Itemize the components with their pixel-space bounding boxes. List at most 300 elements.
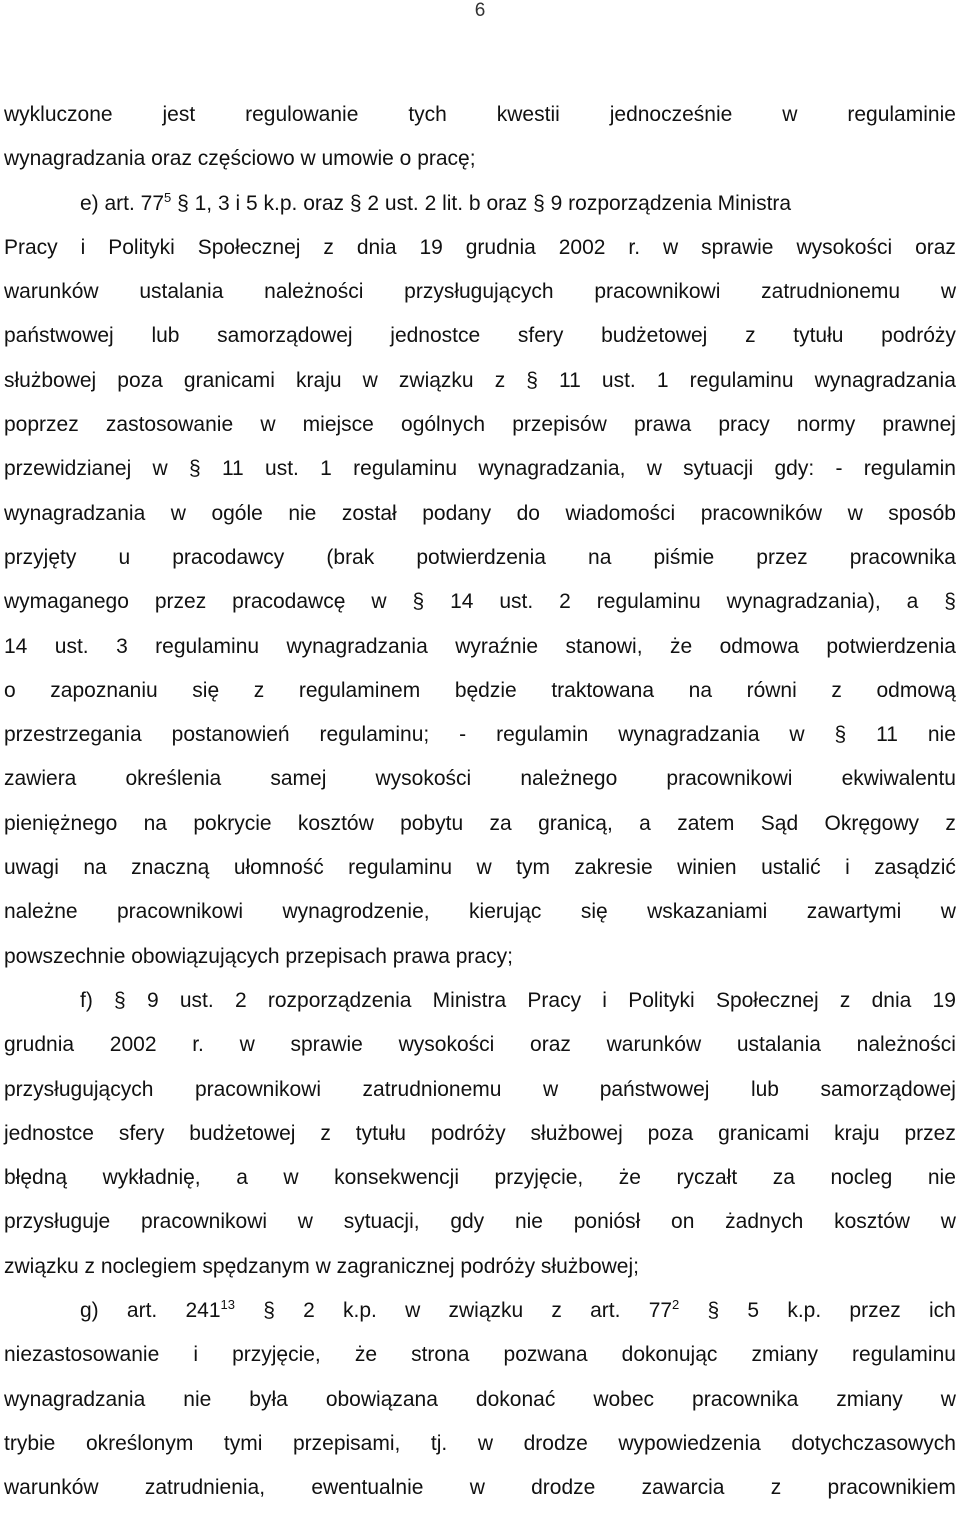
text-word: wynagradzania [4, 1387, 146, 1411]
text-word: w [239, 1033, 255, 1057]
text-word: błędną [4, 1166, 68, 1190]
text-word: jest [162, 103, 196, 126]
text-word [303, 1292, 315, 1336]
text-word: w [789, 723, 805, 747]
text-word: u [118, 545, 131, 569]
word-text: § [707, 1299, 720, 1323]
text-word: w [469, 1476, 485, 1500]
text-word: regulaminu [852, 1343, 956, 1367]
text-line [4, 805, 956, 849]
text-word: Społecznej [197, 235, 301, 259]
text-word: regulaminie [847, 103, 956, 126]
text-word: przestrzegania [4, 723, 142, 747]
text-word: wysokości [375, 767, 472, 791]
text-word [448, 1292, 523, 1336]
text-word: niezastosowanie [4, 1343, 160, 1367]
text-word: przyjęcie, [494, 1166, 584, 1190]
text-word: drodze [531, 1476, 596, 1500]
text-word [551, 1292, 562, 1336]
text-word: 14 [4, 634, 28, 658]
text-line [4, 583, 956, 627]
text-word: zawiera [4, 767, 77, 791]
word-text: z [551, 1299, 562, 1323]
text-word: ustalania [736, 1033, 821, 1057]
text-word: kwestii [496, 103, 560, 126]
superscript: 2 [672, 1297, 680, 1313]
text-word: wypowiedzenia [618, 1431, 761, 1455]
text-line [4, 628, 956, 672]
text-word: wynagrodzenie, [282, 900, 430, 924]
text-word: z [494, 368, 506, 392]
text-word: wysokości [398, 1033, 495, 1057]
text-word: lub [750, 1077, 779, 1101]
text-line [4, 1248, 956, 1292]
text-word: znaczną [131, 856, 210, 880]
text-word: 2002 [109, 1033, 157, 1057]
text-word: sfery [517, 324, 564, 348]
text-word: § [188, 457, 201, 481]
text-word: potwierdzenia [416, 545, 546, 569]
text-word: Społecznej [715, 988, 819, 1012]
text-word: wysokości [796, 235, 893, 259]
text-line [4, 1115, 956, 1159]
text-word: że [618, 1166, 641, 1190]
text-word: wykładnię, [102, 1166, 201, 1190]
text-word: należności [264, 280, 364, 304]
text-word: obowiązana [325, 1387, 438, 1411]
text-word: wynagradzania), [726, 590, 881, 614]
page-number: 6 [474, 0, 486, 21]
text-word: regulowanie [245, 103, 359, 126]
text-word: pracodawcy [172, 545, 285, 569]
text-line [4, 539, 956, 583]
text-word: kraju [296, 368, 342, 392]
text-word: wynagradzania [618, 723, 760, 747]
text-word [343, 1292, 377, 1336]
text-word: ekwiwalentu [841, 767, 956, 791]
text-word: w [542, 1077, 559, 1101]
text-word: wynagradzania [4, 501, 146, 525]
text-word: przepisów [512, 413, 607, 437]
text-word: na [143, 811, 167, 835]
text-word: ust. [54, 634, 89, 658]
text-word: w [847, 501, 863, 525]
text-word: rozporządzenia [267, 988, 412, 1012]
text-word: że [354, 1343, 378, 1367]
text-word: sprawie [701, 235, 774, 259]
text-word: lub [151, 324, 180, 348]
text-word: tymi [223, 1431, 263, 1455]
text-word [849, 1292, 900, 1336]
text-line [4, 716, 956, 760]
text-line [4, 1026, 956, 1070]
text-word: podróży [881, 324, 956, 348]
text-word: oraz [530, 1033, 571, 1057]
text-word: winien [677, 856, 737, 880]
text-line [4, 1425, 956, 1469]
text-word: 9 [146, 988, 159, 1012]
text-word: r. [192, 1033, 204, 1057]
text-word: 2 [559, 590, 571, 614]
text-word: wskazaniami [647, 900, 768, 924]
text-word: określonym [85, 1431, 194, 1455]
text-word: ustalić [761, 856, 821, 880]
text-line [4, 1381, 956, 1425]
text-word [929, 1292, 956, 1336]
text-line [4, 1071, 956, 1115]
text-word: i [80, 235, 86, 259]
text-word: sytuacji [683, 457, 754, 481]
text-word: 3 [116, 634, 128, 658]
text-word: w [371, 590, 387, 614]
text-word: budżetowej [189, 1121, 296, 1145]
text-word: nie [288, 501, 317, 525]
text-word: granicami [183, 368, 275, 392]
text-word: dotychczasowych [791, 1431, 956, 1455]
text-word: ustalania [139, 280, 224, 304]
text-word [80, 1292, 99, 1336]
text-word: równi [746, 678, 797, 702]
text-word: pracownikowi [666, 767, 793, 791]
text-word: przyjęty [4, 545, 77, 569]
text-word: Okręgowy [824, 811, 920, 835]
text-line [4, 849, 956, 893]
text-word: pracownikiem [827, 1476, 956, 1500]
text-word: dokonując [621, 1343, 718, 1367]
text-word: z [745, 324, 756, 348]
text-word: zawarcia [641, 1476, 725, 1500]
text-word: Ministra [432, 988, 507, 1012]
text-word: § [944, 590, 956, 614]
word-text: k.p. [787, 1299, 822, 1323]
text-word: zasądzić [874, 856, 956, 880]
text-word: się [580, 900, 608, 924]
text-word: kierując [469, 900, 542, 924]
word-text: 5 [747, 1299, 760, 1323]
text-word: wyraźnie [455, 634, 539, 658]
text-word [263, 1292, 275, 1336]
text-word: zakresie [574, 856, 653, 880]
text-word [127, 1292, 157, 1336]
text-word: państwowej [4, 324, 114, 348]
text-word: przez [904, 1121, 956, 1145]
text-word: określenia [125, 767, 222, 791]
text-word: normy [796, 413, 856, 437]
text-word: za [489, 811, 512, 835]
text-word: przysługujących [4, 1077, 154, 1101]
text-word: § [412, 590, 425, 614]
text-word [708, 1292, 720, 1336]
text-line [4, 185, 956, 229]
text-word: Polityki [628, 988, 695, 1012]
text-word: e) art. 77 [80, 191, 165, 215]
text-word: 2 [234, 988, 247, 1012]
word-text: g) [80, 1299, 99, 1323]
text-word: na [588, 545, 612, 569]
text-line [4, 1469, 956, 1513]
text-word: pracodawcę [232, 590, 346, 614]
text-word: granicą, [538, 811, 613, 835]
text-word: z [253, 678, 265, 702]
text-word: on [671, 1210, 695, 1234]
text-word: w [477, 1431, 494, 1455]
word-text: 77 [648, 1299, 673, 1323]
text-word: prawa [633, 413, 692, 437]
text-word: strona [411, 1343, 470, 1367]
text-word: odmową [876, 678, 956, 702]
text-line [4, 140, 956, 184]
text-word: uwagi [4, 856, 59, 880]
text-line [4, 982, 956, 1026]
text-word: pracownikowi [594, 280, 721, 304]
text-word: § [834, 723, 847, 747]
text-word: ryczałt [676, 1166, 738, 1190]
word-text: § [263, 1299, 275, 1323]
text-word: nocleg [830, 1166, 893, 1190]
text-word: Pracy [4, 235, 58, 259]
text-word: § [526, 368, 538, 392]
text-line [4, 229, 956, 273]
text-word: zmiany [836, 1387, 903, 1411]
text-word: budżetowej [601, 324, 708, 348]
text-word: regulaminu [353, 457, 458, 481]
text-word: grudnia [465, 235, 536, 259]
text-word: dnia [356, 235, 397, 259]
text-word: w [283, 1166, 299, 1190]
text-word: wiadomości [565, 501, 676, 525]
text-word: postanowień [171, 723, 290, 747]
text-word: 11 [559, 368, 581, 392]
text-word: regulaminu [596, 590, 701, 614]
text-word: pracownikowi [140, 1210, 268, 1234]
text-word [649, 1292, 680, 1336]
text-word: wynagradzania [286, 634, 428, 658]
text-word: 1 [320, 457, 332, 481]
text-word: nie [183, 1387, 212, 1411]
text-word: kosztów [834, 1210, 910, 1234]
text-word: a [906, 590, 919, 614]
text-word: wynagradzania, [478, 457, 626, 481]
text-word: w [940, 1387, 956, 1411]
text-word: regulaminu [155, 634, 260, 658]
text-word: zawartymi [806, 900, 902, 924]
text-word: pracownikowi [117, 900, 244, 924]
text-line [4, 273, 956, 317]
text-line [4, 672, 956, 716]
text-word: trybie [4, 1431, 56, 1455]
text-word: przepisami, [292, 1431, 401, 1455]
word-text: związku [448, 1299, 524, 1323]
text-word: odmowa [719, 634, 799, 658]
text-word: zapoznaniu [50, 678, 158, 702]
text-word: w [646, 457, 662, 481]
text-word: pracowników [700, 501, 823, 525]
text-word: gdy: [774, 457, 815, 481]
text-word: dokonać [475, 1387, 556, 1411]
text-word: ust. [179, 988, 214, 1012]
text-word: w [663, 235, 679, 259]
text-word: piśmie [653, 545, 715, 569]
text-word [590, 1292, 620, 1336]
text-word: Sąd [760, 811, 799, 835]
text-word: o [4, 678, 16, 702]
text-word: potwierdzenia [826, 634, 956, 658]
text-word: przyjęcie, [232, 1343, 321, 1367]
text-word: jednocześnie [609, 103, 733, 126]
text-word: oraz [915, 235, 956, 259]
text-word: sfery [118, 1121, 165, 1145]
text-word: § 1, 3 i 5 k.p. oraz § 2 ust. 2 lit. b oraz § 9 rozporządzenia Ministra [171, 191, 792, 215]
text-word: w [940, 280, 956, 304]
text-word: sytuacji, [343, 1210, 420, 1234]
word-text: ich [928, 1299, 956, 1323]
text-word: regulamin [496, 723, 589, 747]
word-text: art. [126, 1299, 158, 1323]
text-word: z [323, 235, 334, 259]
text-word: wykluczone [4, 103, 113, 126]
text-word: nie [514, 1210, 543, 1234]
text-word: drodze [523, 1431, 588, 1455]
text-word: nie [927, 1166, 956, 1190]
text-word: samorządowej [217, 324, 353, 348]
text-word: został [341, 501, 397, 525]
text-word: 14 [450, 590, 474, 614]
text-word: pracownika [849, 545, 956, 569]
text-word: 1 [656, 368, 669, 392]
text-word: regulaminu; [319, 723, 430, 747]
text-word: grudnia [4, 1033, 75, 1057]
text-word: do [516, 501, 540, 525]
document-body [4, 96, 956, 1514]
word-text: 241 [185, 1299, 221, 1323]
text-word: warunków [4, 280, 99, 304]
text-word: - [835, 457, 843, 481]
text-word: pozwana [503, 1343, 588, 1367]
text-word: że [669, 634, 693, 658]
text-word: ust. [265, 457, 299, 481]
text-word: konsekwencji [334, 1166, 460, 1190]
text-word: w [782, 103, 798, 126]
text-word: miejsce [302, 413, 374, 437]
text-word: należnego [520, 767, 618, 791]
text-word: zatrudnionemu [761, 280, 901, 304]
text-word: przysługujących [404, 280, 554, 304]
text-word: f) [80, 988, 93, 1012]
text-word: wynagradzania [814, 368, 956, 392]
text-word: warunków [4, 1476, 99, 1500]
text-word: wynagradzania oraz częściowo w umowie o pracę; [4, 147, 476, 171]
text-word: związku z noclegiem spędzanym w zagranicznej podróży służbowej; [4, 1254, 639, 1278]
text-word: nie [927, 723, 956, 747]
text-word: ust. [499, 590, 534, 614]
text-word: w [476, 856, 492, 880]
text-line [4, 760, 956, 804]
text-word: przez [154, 590, 207, 614]
text-word: zastosowanie [105, 413, 234, 437]
text-word: - [459, 723, 467, 747]
text-word: 11 [221, 457, 244, 481]
text-word: samorządowej [820, 1077, 956, 1101]
text-word: służbowej [530, 1121, 623, 1145]
text-word: na [83, 856, 107, 880]
text-word: będzie [454, 678, 517, 702]
text-word: samej [270, 767, 327, 791]
text-line [4, 495, 956, 539]
text-word: tj. [430, 1431, 448, 1455]
text-word: przysługuje [4, 1210, 111, 1234]
text-word: zatrudnionemu [362, 1077, 502, 1101]
text-word: 19 [932, 988, 956, 1012]
text-line [4, 938, 956, 982]
text-word: tytułu [355, 1121, 406, 1145]
text-word [787, 1292, 821, 1336]
text-word: w [940, 900, 956, 924]
superscript: 13 [220, 1297, 235, 1313]
text-line [4, 96, 956, 140]
text-line [4, 317, 956, 361]
text-word: państwowej [599, 1077, 710, 1101]
text-word: poza [117, 368, 163, 392]
text-word: w [362, 368, 378, 392]
text-word [405, 1292, 420, 1336]
text-word: kosztów [297, 811, 374, 835]
text-word: gdy [450, 1210, 485, 1234]
text-word: jednostce [390, 324, 481, 348]
text-word: ogólnych [401, 413, 486, 437]
text-word: i [602, 988, 607, 1012]
text-word: z [320, 1121, 331, 1145]
text-word: granicami [718, 1121, 810, 1145]
text-word: prawnej [882, 413, 956, 437]
word-text: art. [590, 1299, 621, 1323]
word-text: k.p. [343, 1299, 377, 1323]
text-word: z [945, 811, 956, 835]
text-word: i [193, 1343, 198, 1367]
text-word: pokrycie [193, 811, 272, 835]
text-word: zatem [677, 811, 735, 835]
text-word: pracownikowi [194, 1077, 321, 1101]
text-word: w [152, 457, 168, 481]
text-line [4, 1336, 956, 1380]
text-line [4, 893, 956, 937]
text-word: należne [4, 900, 78, 924]
text-word: ust. [601, 368, 636, 392]
text-word: traktowana [551, 678, 655, 702]
text-line [4, 1292, 956, 1336]
text-word [185, 1292, 235, 1336]
text-word: żadnych [725, 1210, 804, 1234]
text-word: (brak [326, 545, 375, 569]
word-text: 2 [303, 1299, 315, 1323]
text-word: poprzez [4, 413, 79, 437]
text-word: regulaminem [298, 678, 421, 702]
text-word: podany [422, 501, 492, 525]
text-line [4, 1159, 956, 1203]
text-word: pracy [718, 413, 770, 437]
text-word: przewidzianej [4, 457, 132, 481]
text-word: i [845, 856, 850, 880]
text-word: poza [647, 1121, 694, 1145]
text-word: poniósł [573, 1210, 641, 1234]
text-word: wobec [593, 1387, 655, 1411]
text-word: tytułu [793, 324, 844, 348]
text-word: pracownika [692, 1387, 799, 1411]
text-word: a [236, 1166, 248, 1190]
text-word: Polityki [108, 235, 175, 259]
text-word: sposób [888, 501, 956, 525]
text-word: w [297, 1210, 313, 1234]
text-word: z [770, 1476, 782, 1500]
